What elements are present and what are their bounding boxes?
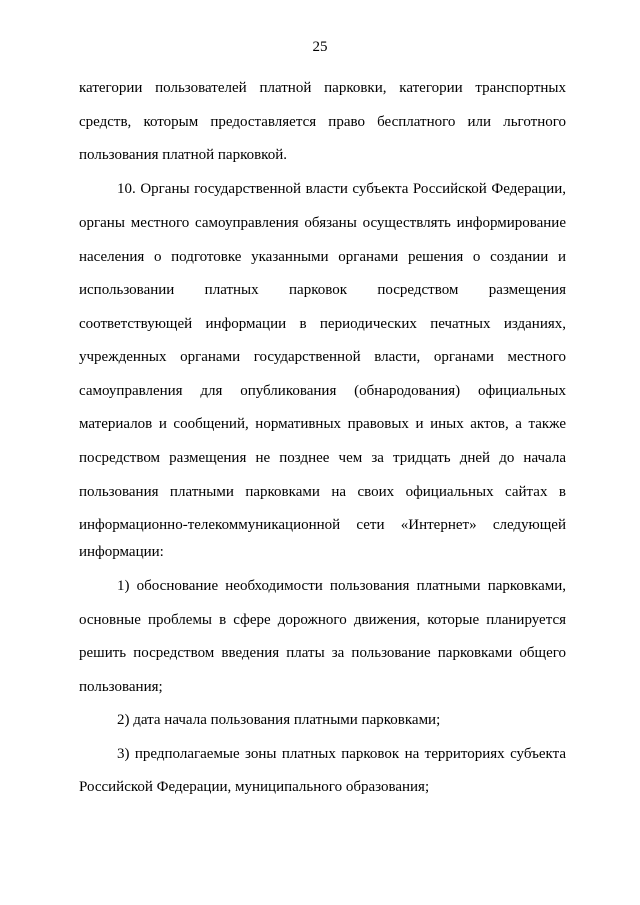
text-line: средств, которым предоставляется право бесплатного или льготного [79, 114, 566, 130]
list-item-start-line: 3) предполагаемые зоны платных парковок на территориях субъекта [117, 746, 566, 762]
text-line: учрежденных органами государственной власти, органами местного [79, 349, 566, 365]
text-line: материалов и сообщений, нормативных правовых и иных актов, а также [79, 416, 566, 432]
list-item-start-line: 1) обоснование необходимости пользования платными парковками, [117, 578, 566, 594]
text-line: Российской Федерации, муниципального образования; [79, 779, 430, 795]
text-line: категории пользователей платной парковки, категории транспортных [79, 80, 566, 96]
text-line: самоуправления для опубликования (обнародования) официальных [79, 383, 566, 399]
text-line: населения о подготовке указанными органами решения о создании и [79, 249, 566, 265]
text-line: использовании платных парковок посредством размещения [79, 282, 566, 298]
text-line: решить посредством введения платы за пользование парковками общего [79, 645, 566, 661]
paragraph-start-line: 10. Органы государственной власти субъекта Российской Федерации, [117, 181, 566, 197]
text-line: пользования; [79, 679, 163, 695]
text-line: информации: [79, 544, 164, 560]
text-line: основные проблемы в сфере дорожного движения, которые планируется [79, 612, 566, 628]
text-line: органы местного самоуправления обязаны осуществлять информирование [79, 215, 566, 231]
list-item-line: 2) дата начала пользования платными парковками; [117, 712, 441, 728]
page-number: 25 [312, 39, 328, 55]
text-line: пользования платными парковками на своих официальных сайтах в [79, 484, 566, 500]
text-line: соответствующей информации в периодических печатных изданиях, [79, 316, 566, 332]
text-line: информационно-телекоммуникационной сети «Интернет» следующей [79, 517, 566, 533]
text-line: пользования платной парковкой. [79, 147, 287, 163]
text-line: посредством размещения не позднее чем за тридцать дней до начала [79, 450, 566, 466]
